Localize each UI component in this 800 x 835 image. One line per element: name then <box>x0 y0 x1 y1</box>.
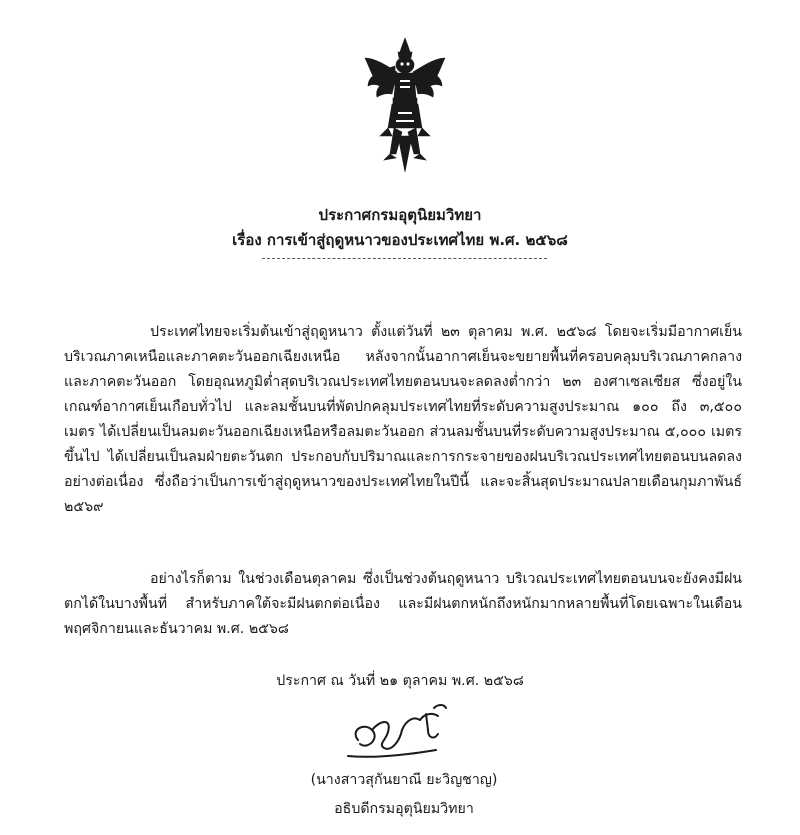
signer-title: อธิบดีกรมอุตุนิยมวิทยา <box>334 801 474 817</box>
announcement-subject: เรื่อง การเข้าสู่ฤดูหนาวของประเทศไทย พ.ศ. ๒๕๖๘ <box>232 231 568 249</box>
signature-icon <box>340 700 464 766</box>
body-paragraph-1: ประเทศไทยจะเริ่มต้นเข้าสู่ฤดูหนาว ตั้งแต่วันที่ ๒๓ ตุลาคม พ.ศ. ๒๕๖๘ โดยจะเริ่มมีอากาศเย็นบริเวณภาคเหนือและภาคตะวันออกเฉียงเหนือ หลังจากนั้นอากาศเย็นจะขยายพื้นที่ครอบคลุมบริเวณภาคกลางและภาคตะวันออก โดยอุณหภูมิต่ำสุดบริเวณประเทศไทยตอนบนจะลดลงต่ำกว่า ๒๓ องศาเซลเซียส ซึ่งอยู่ในเกณฑ์อากาศเย็นเกือบทั่วไป และลมชั้นบนที่พัดปกคลุมประเทศไทยที่ระดับความสูงประมาณ ๑๐๐ ถึง ๓,๕๐๐ เมตร ได้เปลี่ยนเป็นลมตะวันออกเฉียงเหนือหรือลมตะวันออก ส่วนลมชั้นบนที่ระดับความสูงประมาณ ๕,๐๐๐ เมตรขึ้นไป ได้เปลี่ยนเป็นลมฝ่ายตะวันตก ประกอบกับปริมาณและการกระจายของฝนบริเวณประเทศไทยตอนบนลดลงอย่างต่อเนื่อง ซึ่งถือว่าเป็นการเข้าสู่ฤดูหนาวของประเทศไทยในปีนี้ และจะสิ้นสุดประมาณปลายเดือนกุมภาพันธ์ ๒๕๖๙ <box>64 324 742 515</box>
signer-name: (นางสาวสุกันยาณี ยะวิญชาญ) <box>310 772 498 788</box>
garuda-emblem-icon <box>362 36 448 178</box>
body-paragraph-2: อย่างไรก็ตาม ในช่วงเดือนตุลาคม ซึ่งเป็นช่วงต้นฤดูหนาว บริเวณประเทศไทยตอนบนจะยังคงมีฝนตกได้ในบางพื้นที่ สำหรับภาคใต้จะมีฝนตกต่อเนื่อง และมีฝนตกหนักถึงหนักมากหลายพื้นที่โดยเฉพาะในเดือนพฤศจิกายนและธันวาคม พ.ศ. ๒๕๖๘ <box>64 571 742 637</box>
announcement-title: ประกาศกรมอุตุนิยมวิทยา <box>318 206 482 224</box>
header-divider <box>262 258 547 259</box>
announcement-date: ประกาศ ณ วันที่ ๒๑ ตุลาคม พ.ศ. ๒๕๖๘ <box>276 673 524 689</box>
